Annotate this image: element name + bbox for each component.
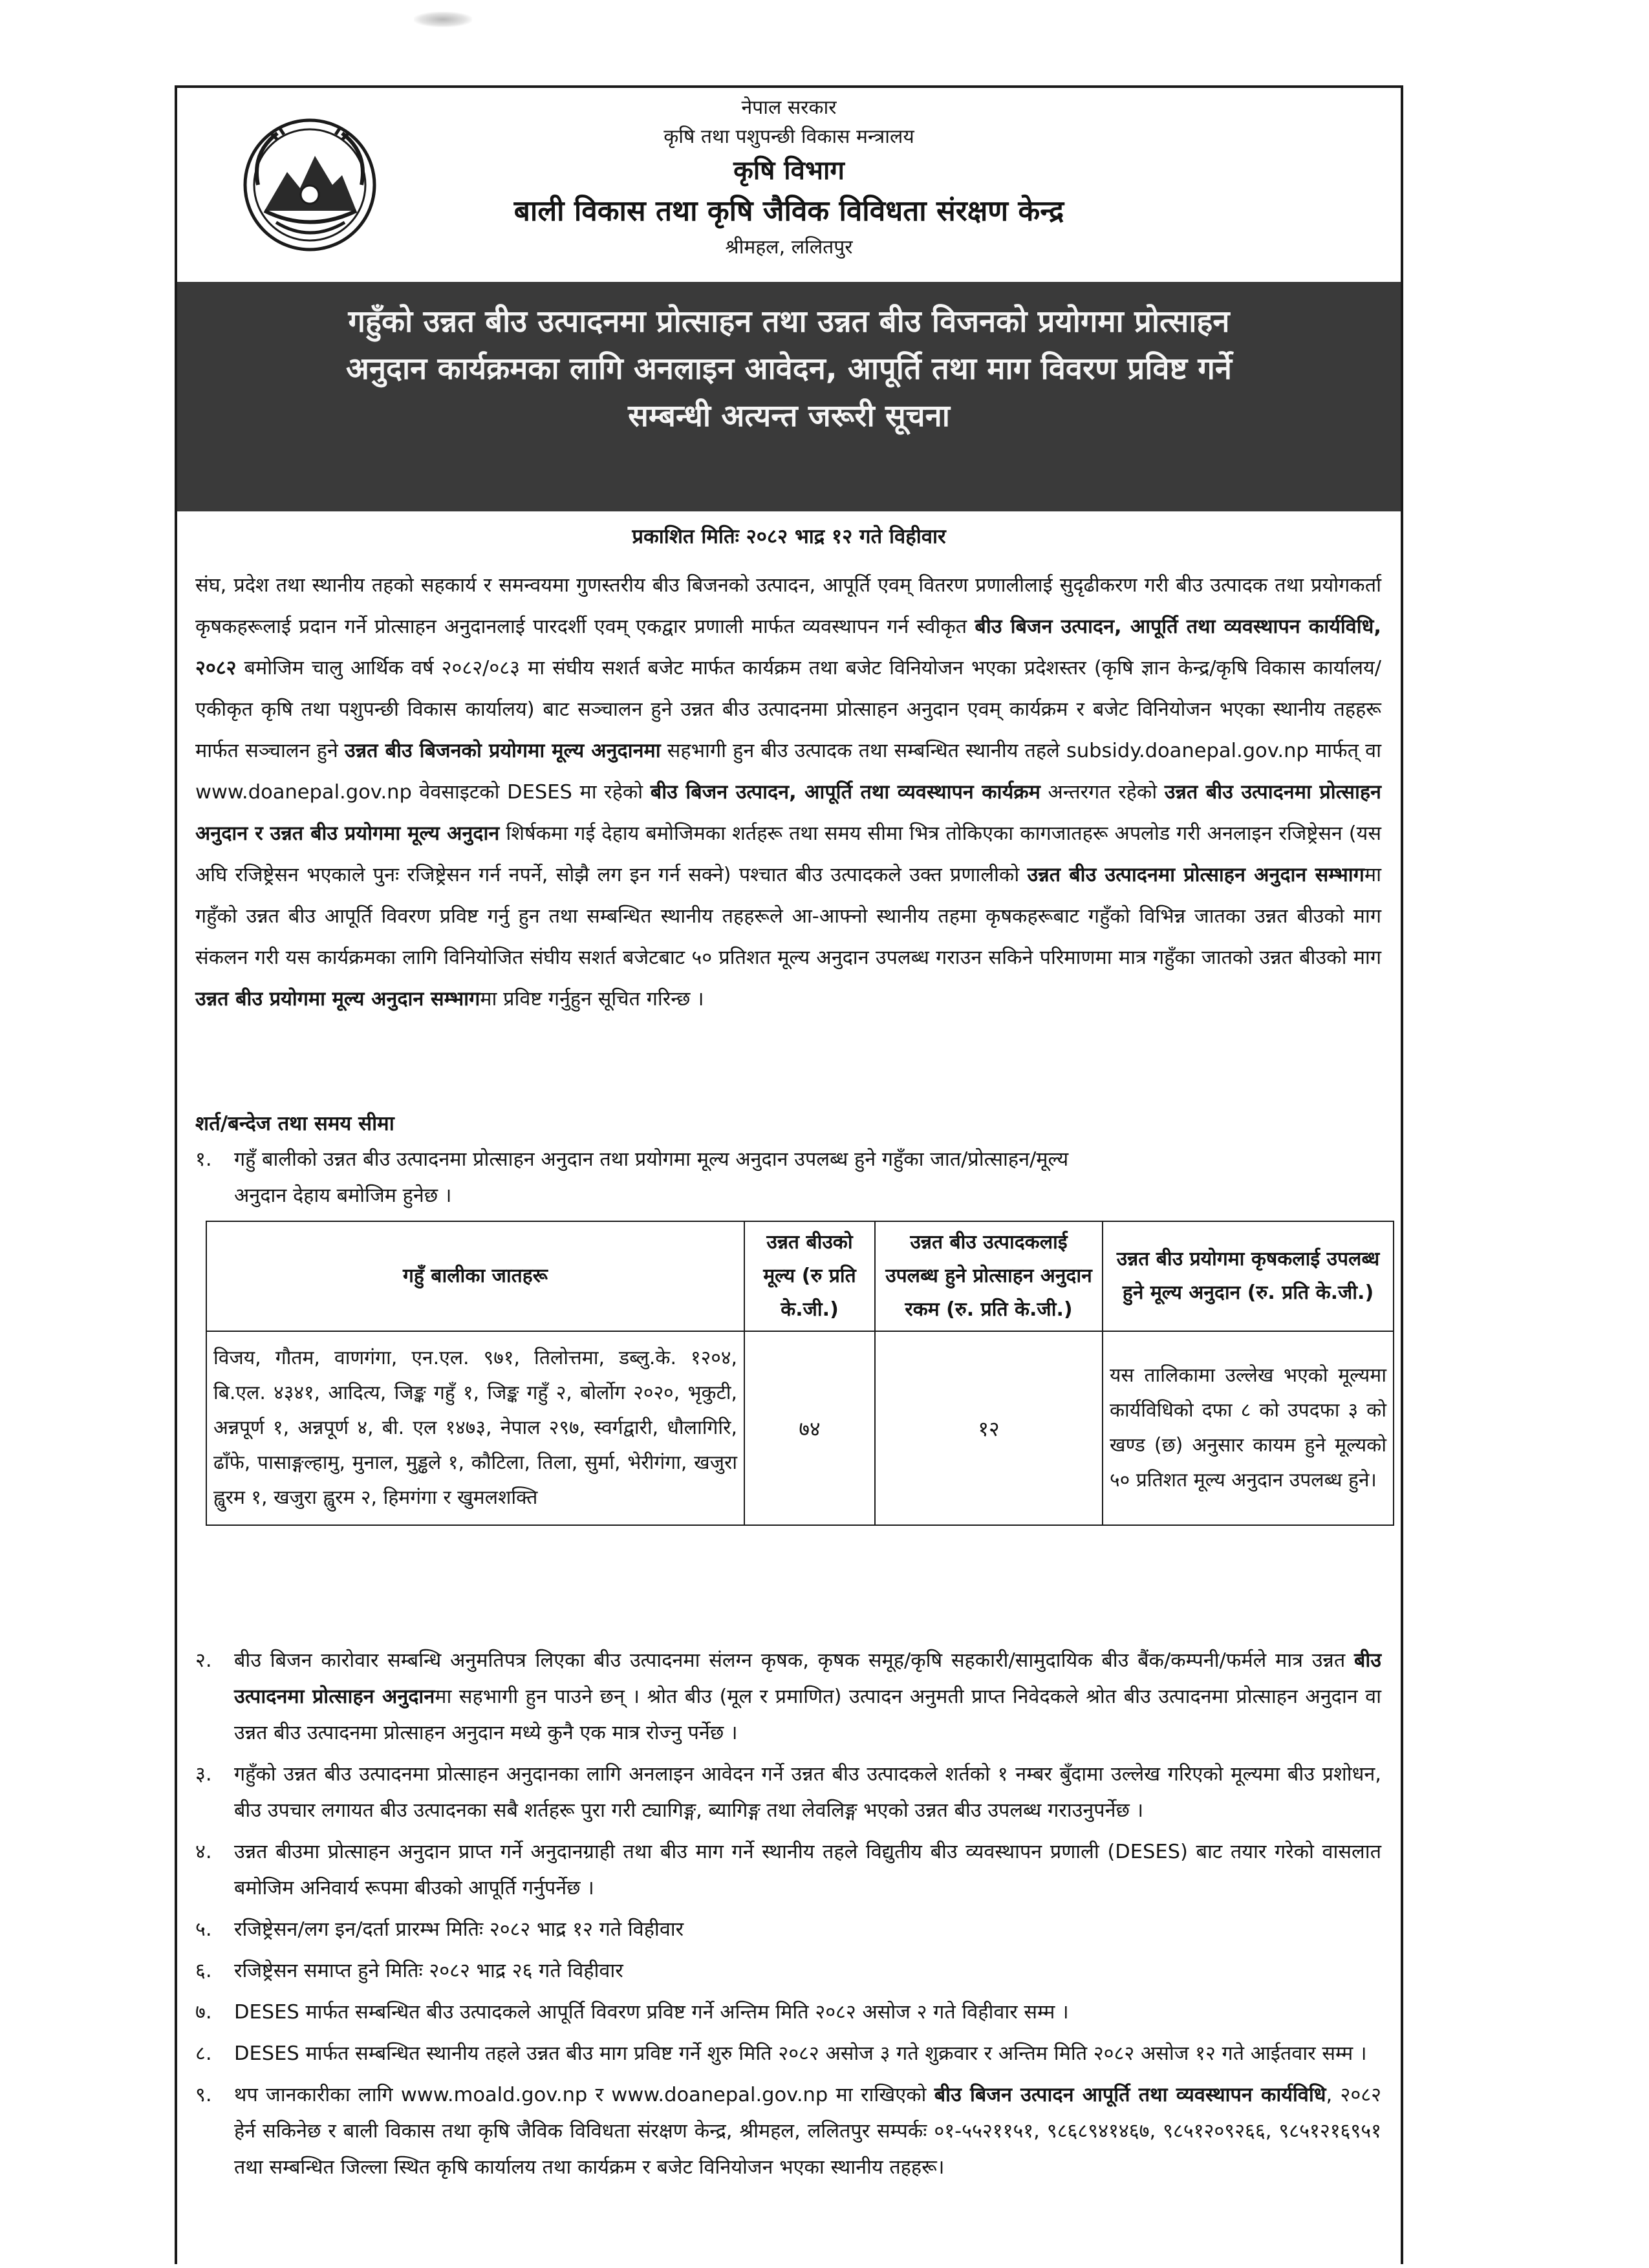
condition-6-text: रजिष्ट्रेसन समाप्त हुने मितिः २०८२ भाद्र २६ गते विहीवार: [234, 1960, 623, 1982]
scan-smudge: [414, 12, 472, 27]
condition-3: [195, 1757, 1381, 1829]
condition-2: [195, 1643, 1381, 1751]
condition-1-number: १.: [195, 1148, 212, 1171]
condition-7-text: DESES मार्फत सम्बन्धित बीउ उत्पादकले आपूर्ति विवरण प्रविष्ट गर्ने अन्तिम मिति २०८२ असोज २ गते विहीवार सम्म ।: [234, 2001, 1069, 2024]
body-text-3: सहभागी हुन बीउ उत्पादक तथा सम्बन्धित स्थानीय तहले subsidy.doanepal.gov.np मार्फत् वा www.doanepal.gov.np वेवसाइटको DESES मा रहेको: [195, 740, 1381, 804]
condition-2-bold: बीउ उत्पादनमा प्रोत्साहन अनुदान: [234, 1649, 1381, 1708]
condition-7-number: ७.: [195, 2001, 212, 2024]
body-bold-5: उन्नत बीउ उत्पादनमा प्रोत्साहन अनुदान सम्भाग: [1027, 864, 1364, 886]
condition-9-text: [234, 2077, 1381, 2186]
notice-title-line-1: गहुँको उन्नत बीउ उत्पादनमा प्रोत्साहन तथा उन्नत बीउ विजनको प्रयोगमा प्रोत्साहन: [348, 304, 1230, 339]
condition-1: [195, 1142, 1381, 1214]
condition-4: [195, 1834, 1381, 1907]
notice-title-banner: [177, 282, 1401, 511]
body-bold-1: बीउ बिजन उत्पादन, आपूर्ति तथा व्यवस्थापन कार्यविधि, २०८२: [195, 615, 1381, 679]
centre-name: बाली विकास तथा कृषि जैविक विविधता संरक्षण केन्द्र: [513, 195, 1064, 228]
office-location: श्रीमहल, ललितपुर: [725, 236, 853, 259]
condition-5-number: ५.: [195, 1918, 212, 1941]
notice-sheet: [175, 85, 1403, 2264]
condition-9: [195, 2077, 1381, 2186]
notice-body-paragraph: [195, 565, 1381, 1020]
cell-farmer-subsidy: यस तालिकामा उल्लेख भएको मूल्यमा कार्यविधिको दफा ८ को उपदफा ३ को खण्ड (छ) अनुसार कायम हुने मूल्यको ५० प्रतिशत मूल्य अनुदान उपलब्ध हुने।: [1103, 1331, 1394, 1525]
body-text-6: मा गहुँको उन्नत बीउ आपूर्ति विवरण प्रविष्ट गर्नु हुन तथा सम्बन्धित स्थानीय तहहरूले आ-आफ्नो स्थानीय तहमा कृषकहरूबाट गहुँको विभिन्न जातका उन्नत बीउको माग संकलन गरी यस कार्यक्रमका लागि विनियोजित संघीय सशर्त बजेटबाट ५० प्रतिशत मूल्य अनुदान उपलब्ध गराउन सकिने परिमाणमा मात्र गहुँका जातको उन्नत बीउको माग: [195, 864, 1381, 969]
notice-title-line-3: सम्बन्धी अत्यन्त जरूरी सूचना: [628, 398, 950, 434]
header-varieties: गहुँ बालीका जातहरू: [206, 1221, 744, 1331]
wheat-variety-rate-table: [206, 1221, 1394, 1526]
cell-varieties: विजय, गौतम, वाणगंगा, एन.एल. ९७१, तिलोत्तमा, डब्लु.के. १२०४, बि.एल. ४३४१, आदित्य, जिङ्क गहुँ १, जिङ्क गहुँ २, बोर्लोग २०२०, भृकुटी, अन्नपूर्ण १, अन्नपूर्ण ४, बी. एल १४७३, नेपाल २९७, स्वर्गद्वारी, धौलागिरि, ढाँफे, पासाङ्गल्हामु, मुनाल, मुड्ढले १, कौटिला, तिला, सुर्मा, भेरीगंगा, खजुरा ह्वुरम १, खजुरा ह्वुरम २, हिमगंगा र खुमलशक्ति: [206, 1331, 744, 1525]
condition-2-number: २.: [195, 1649, 212, 1672]
condition-1-line-1: गहुँ बालीको उन्नत बीउ उत्पादनमा प्रोत्साहन अनुदान तथा प्रयोगमा मूल्य अनुदान उपलब्ध हुने गहुँका जात/प्रोत्साहन/मूल्य: [234, 1148, 1069, 1171]
cell-seed-price: ७४: [744, 1331, 875, 1525]
body-bold-4: उन्नत बीउ उत्पादनमा प्रोत्साहन अनुदान र उन्नत बीउ प्रयोगमा मूल्य अनुदान: [195, 781, 1381, 845]
condition-9-text-a: थप जानकारीका लागि www.moald.gov.np र www.doanepal.gov.np मा राखिएको: [234, 2084, 934, 2106]
header-seed-price: उन्नत बीउको मूल्य (रु प्रति के.जी.): [744, 1221, 875, 1331]
body-text-7: मा प्रविष्ट गर्नुहुन सूचित गरिन्छ ।: [480, 988, 704, 1011]
condition-7: [195, 1995, 1381, 2031]
published-date: प्रकाशित मितिः २०८२ भाद्र १२ गते विहीवार: [632, 525, 946, 548]
header-producer-incentive: उन्नत बीउ उत्पादकलाई उपलब्ध हुने प्रोत्साहन अनुदान रकम (रु. प्रति के.जी.): [875, 1221, 1103, 1331]
condition-2-text-a: बीउ बिजन कारोवार सम्बन्धि अनुमतिपत्र लिएका बीउ उत्पादनमा संलग्न कृषक, कृषक समूह/कृषि सहकारी/सामुदायिक बीउ बैंक/कम्पनी/फर्मले मात्र उन्नत: [234, 1649, 1354, 1672]
body-bold-6: उन्नत बीउ प्रयोगमा मूल्य अनुदान सम्भाग: [195, 988, 480, 1011]
condition-6: [195, 1953, 1381, 1989]
body-bold-3: बीउ बिजन उत्पादन, आपूर्ति तथा व्यवस्थापन कार्यक्रम: [650, 781, 1040, 804]
body-bold-2: उन्नत बीउ बिजनको प्रयोगमा मूल्य अनुदानमा: [345, 740, 661, 762]
table-header-row: [206, 1221, 1394, 1331]
condition-9-bold: बीउ बिजन उत्पादन आपूर्ति तथा व्यवस्थापन कार्यविधि: [934, 2084, 1326, 2106]
department-name: कृषि विभाग: [733, 156, 845, 186]
condition-3-text: गहुँको उन्नत बीउ उत्पादनमा प्रोत्साहन अनुदानका लागि अनलाइन आवेदन गर्ने उन्नत बीउ उत्पादकले शर्तको १ नम्बर बुँदामा उल्लेख गरिएको मूल्यमा बीउ प्रशोधन, बीउ उपचार लगायत बीउ उत्पादनका सबै शर्तहरू पुरा गरी ट्यागिङ्ग, ब्यागिङ्ग तथा लेवलिङ्ग भएको उन्नत बीउ उपलब्ध गराउनुपर्नेछ ।: [234, 1763, 1381, 1822]
condition-4-text: उन्नत बीउमा प्रोत्साहन अनुदान प्राप्त गर्ने अनुदानग्राही तथा बीउ माग गर्ने स्थानीय तहले विद्युतीय बीउ व्यवस्थापन प्रणाली (DESES) बाट तयार गरेको वासलात बमोजिम अनिवार्य रूपमा बीउको आपूर्ति गर्नुपर्नेछ ।: [234, 1841, 1381, 1899]
ministry-name: कृषि तथा पशुपन्छी विकास मन्त्रालय: [663, 125, 914, 148]
body-text-2: बमोजिम चालु आर्थिक वर्ष २०८२/०८३ मा संघीय सशर्त बजेट मार्फत कार्यक्रम तथा बजेट विनियोजन भएका प्रदेशस्तर (कृषि ज्ञान केन्द्र/कृषि विकास कार्यालय/एकीकृत कृषि तथा पशुपन्छी विकास कार्यालय) बाट सञ्चालन हुने उन्नत बीउ उत्पादनमा प्रोत्साहन अनुदान एवम् कार्यक्रम र बजेट विनियोजन भएका स्थानीय तहहरू मार्फत सञ्चालन हुने: [195, 657, 1381, 762]
government-name: नेपाल सरकार: [741, 96, 837, 119]
condition-5-text: रजिष्ट्रेसन/लग इन/दर्ता प्रारम्भ मितिः २०८२ भाद्र १२ गते विहीवार: [234, 1918, 684, 1941]
condition-9-number: ९.: [195, 2084, 212, 2106]
condition-4-number: ४.: [195, 1841, 212, 1863]
body-text-1: संघ, प्रदेश तथा स्थानीय तहको सहकार्य र समन्वयमा गुणस्तरीय बीउ बिजनको उत्पादन, आपूर्ति एवम् वितरण प्रणालीलाई सुदृढीकरण गरी बीउ उत्पादक तथा प्रयोगकर्ता कृषकहरूलाई प्रदान गर्ने प्रोत्साहन अनुदानलाई पारदर्शी एवम् एकद्वार प्रणाली मार्फत व्यवस्थापन गर्न स्वीकृत: [195, 574, 1381, 638]
header-farmer-subsidy: उन्नत बीउ प्रयोगमा कृषकलाई उपलब्ध हुने मूल्य अनुदान (रु. प्रति के.जी.): [1103, 1221, 1394, 1331]
table-row: [206, 1331, 1394, 1525]
condition-2-text: [234, 1643, 1381, 1751]
condition-8-text: DESES मार्फत सम्बन्धित स्थानीय तहले उन्नत बीउ माग प्रविष्ट गर्ने शुरु मिति २०८२ असोज ३ गते शुक्रवार र अन्तिम मिति २०८२ असोज १२ गते आईतवार सम्म ।: [234, 2042, 1367, 2065]
body-text-5: शिर्षकमा गई देहाय बमोजिमका शर्तहरू तथा समय सीमा भित्र तोकिएका कागजातहरू अपलोड गरी अनलाइन रजिष्ट्रेसन (यस अघि रजिष्ट्रेसन भएकाले पुनः रजिष्ट्रेसन गर्न नपर्ने, सोझै लग इन गर्न सक्ने) पश्चात बीउ उत्पादकले उक्त प्रणालीको: [195, 822, 1381, 886]
body-text-4: अन्तरगत रहेको: [1040, 781, 1165, 804]
conditions-heading: शर्त/बन्देज तथा समय सीमा: [195, 1112, 394, 1135]
notice-title-line-2: अनुदान कार्यक्रमका लागि अनलाइन आवेदन, आपूर्ति तथा माग विवरण प्रविष्ट गर्ने: [346, 350, 1232, 387]
cell-producer-incentive: १२: [875, 1331, 1103, 1525]
condition-9-text-b: , २०८२ हेर्न सकिनेछ र बाली विकास तथा कृषि जैविक विविधता संरक्षण केन्द्र, श्रीमहल, ललितपुर सम्पर्कः ०१-५५२११५१, ९८६८९४१४६७, ९८५१२०९२६६, ९८५१२१६९५१ तथा सम्बन्धित जिल्ला स्थित कृषि कार्यालय तथा कार्यक्रम र बजेट विनियोजन भएका स्थानीय तहहरू।: [234, 2084, 1381, 2179]
conditions-list: [195, 1643, 1381, 2191]
condition-5: [195, 1912, 1381, 1948]
office-header: [177, 93, 1401, 262]
condition-3-number: ३.: [195, 1763, 212, 1786]
condition-2-text-b: मा सहभागी हुन पाउने छन् । श्रोत बीउ (मूल र प्रमाणित) उत्पादन अनुमती प्राप्त निवेदकले श्रोत बीउ उत्पादनमा प्रोत्साहन अनुदान वा उन्नत बीउ उत्पादनमा प्रोत्साहन अनुदान मध्ये कुनै एक मात्र रोज्नु पर्नेछ ।: [234, 1685, 1382, 1744]
condition-6-number: ६.: [195, 1960, 212, 1982]
condition-8: [195, 2036, 1381, 2072]
condition-8-number: ८.: [195, 2042, 212, 2065]
condition-1-line-2: अनुदान देहाय बमोजिम हुनेछ ।: [234, 1184, 452, 1207]
